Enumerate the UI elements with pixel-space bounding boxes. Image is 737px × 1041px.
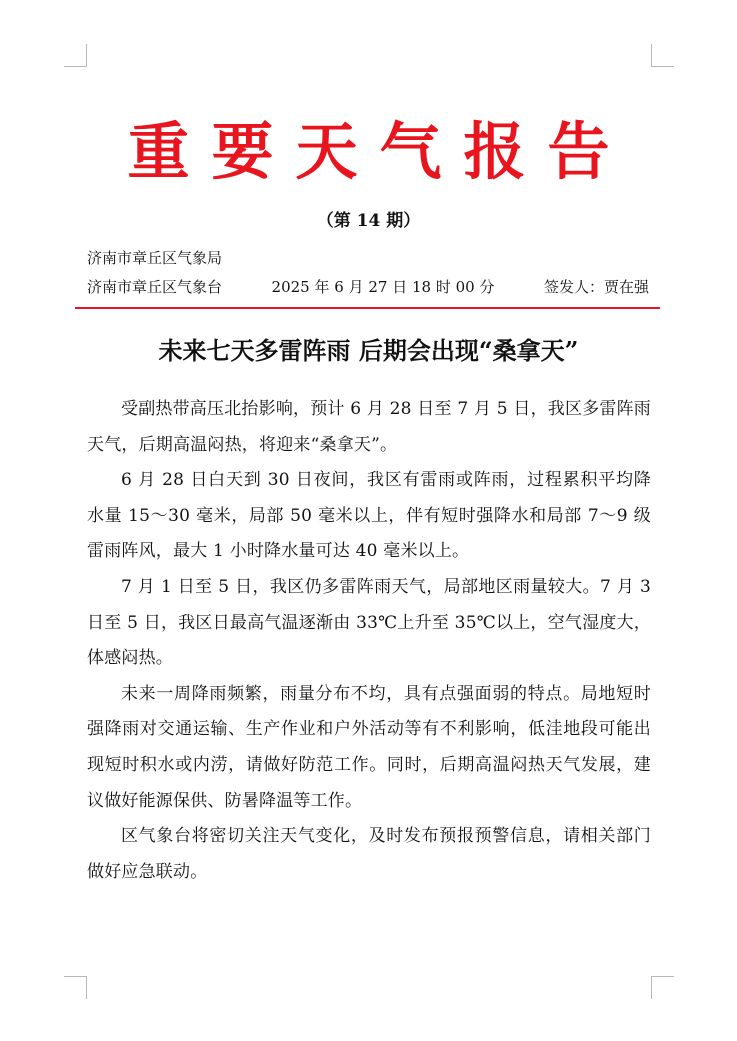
paragraph-4: 未来一周降雨频繁，雨量分布不均，具有点强面弱的特点。局地短时强降雨对交通运输、生产作业和户外活动等有不利影响，低洼地段可能出现短时积水或内涝，请做好防范工作。同时，后期高温闷热天气发展，建议做好能源保供、防暑降温等工作。 (87, 683, 651, 811)
paragraph-1: 受副热带高压北抬影响，预计 6 月 28 日至 7 月 5 日，我区多雷阵雨天气，后期高温闷热，将迎来“桑拿天”。 (87, 399, 651, 455)
issuer-station-line (87, 276, 649, 298)
paragraph-5: 区气象台将密切关注天气变化，及时发布预报预警信息，请相关部门做好应急联动。 (87, 826, 651, 882)
issue-datetime: 2025 年 6 月 27 日 18 时 00 分 (271, 278, 495, 296)
crop-mark-bottom-right (651, 976, 674, 999)
signer: 签发人：贾在强 (543, 278, 649, 296)
issuer-bureau (87, 247, 649, 269)
paragraph-2: 6 月 28 日白天到 30 日夜间，我区有雷雨或阵雨，过程累积平均降水量 15～30 毫米，局部 50 毫米以上，伴有短时强降水和局部 7～9 级雷雨阵风，最大 1 小时降水量可达 40 毫米以上。 (87, 470, 651, 562)
crop-mark-top-left (64, 44, 87, 67)
issuer-station-text: 济南市章丘区气象台 (87, 278, 223, 296)
issue-number: （第 14 期） (316, 211, 421, 231)
crop-mark-top-right (651, 44, 674, 67)
paragraph-3: 7 月 1 日至 5 日，我区仍多雷阵雨天气，局部地区雨量较大。7 月 3 日至 5 日，我区日最高气温逐渐由 33℃上升至 35℃以上，空气湿度大，体感闷热。 (87, 576, 651, 669)
article-body (87, 392, 651, 890)
article-headline: 未来七天多雷阵雨 后期会出现“桑拿天” (158, 336, 579, 365)
issuer-bureau-text: 济南市章丘区气象局 (87, 249, 223, 267)
masthead-title: 重要天气报告 (127, 115, 632, 188)
crop-mark-bottom-left (64, 976, 87, 999)
header-divider (75, 307, 660, 309)
